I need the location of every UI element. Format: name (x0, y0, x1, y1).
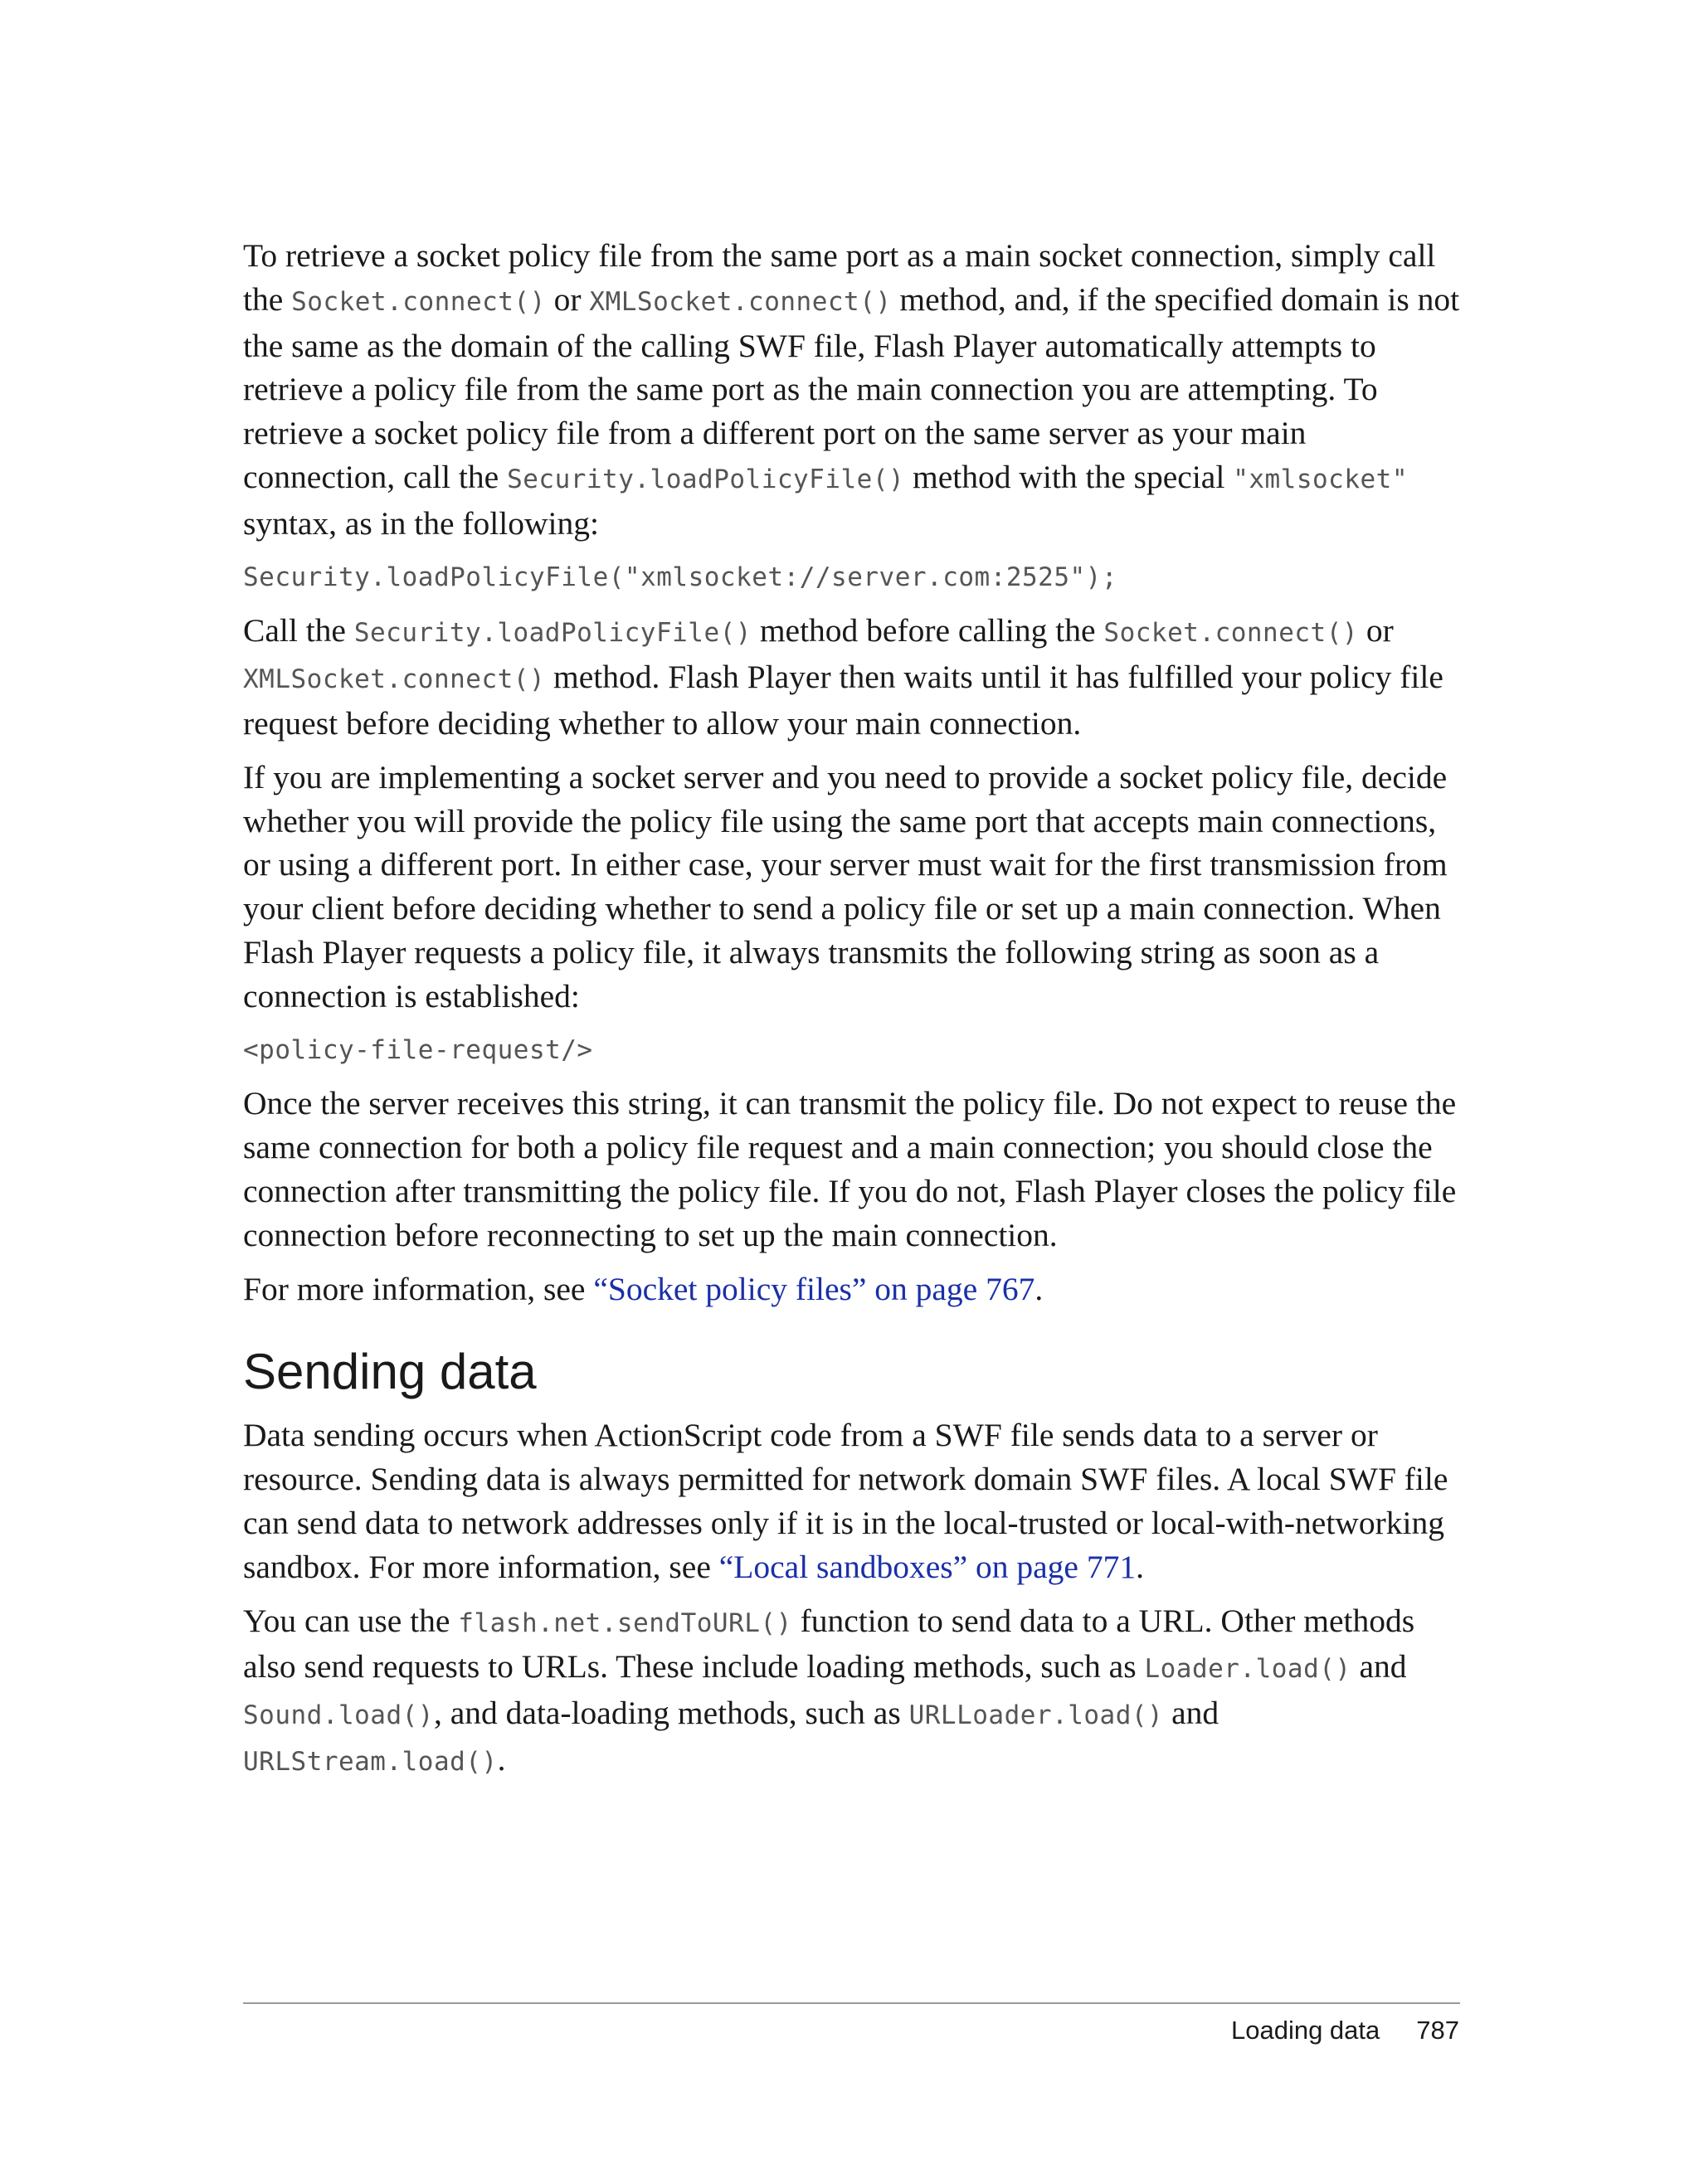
code-socket-connect: Socket.connect() (1103, 618, 1359, 649)
code-security-loadpolicyfile: Security.loadPolicyFile() (507, 464, 905, 494)
text-run: , and data-loading methods, such as (433, 1695, 909, 1732)
text-run: function to send data to a URL. Other methods also send requests to URLs. These include loading methods, such as (243, 1602, 1415, 1685)
text-run: . (1136, 1548, 1144, 1585)
link-socket-policy-files[interactable]: “Socket policy files” on page 767 (593, 1270, 1035, 1307)
code-socket-connect: Socket.connect() (291, 286, 546, 317)
footer-divider (243, 2002, 1460, 2004)
text-run: and (1163, 1695, 1219, 1732)
text-run: and (1351, 1648, 1407, 1685)
page-number: 787 (1416, 2016, 1459, 2045)
code-sendtourl: flash.net.sendToURL() (458, 1608, 792, 1638)
footer-chapter-title: Loading data (1230, 2016, 1380, 2045)
code-xmlsocket-connect: XMLSocket.connect() (243, 664, 546, 695)
text-run: or (545, 280, 590, 318)
code-xmlsocket-connect: XMLSocket.connect() (589, 286, 892, 317)
heading-sending-data: Sending data (243, 1344, 537, 1400)
page-body (243, 234, 1463, 1794)
text-run: method. Flash Player then waits until it has fulfilled your policy file request before deciding whether to allow your main connection. (243, 659, 1443, 742)
paragraph-send-to-url (243, 1599, 1463, 1784)
text-run: Call the (243, 612, 354, 649)
text-run: . (497, 1740, 506, 1778)
text-run: syntax, as in the following: (243, 504, 599, 542)
page-footer (1231, 2014, 1459, 2047)
code-security-loadpolicyfile: Security.loadPolicyFile() (353, 618, 752, 649)
text-run: You can use the (243, 1602, 459, 1639)
text-run: To retrieve a socket policy file from the same port as a main socket connection, simply call the (243, 237, 1436, 318)
paragraph-more-info (243, 1267, 1463, 1311)
paragraph-data-sending (243, 1413, 1463, 1588)
paragraph-transmit-policy: Once the server receives this string, it can transmit the policy file. Do not expect to reuse the same connection for both a policy file request and a main connection; you should close the connection after transmitting the policy file. If you do not, Flash Player closes the policy file connection before reconnecting to set up the main connection. (243, 1085, 1457, 1253)
text-run: . (1034, 1270, 1044, 1307)
code-loader-load: Loader.load() (1144, 1654, 1351, 1685)
text-run: Data sending occurs when ActionScript code from a SWF file sends data to a server or resource. Sending data is always permitted for network domain SWF files. A local SWF file can send data to network addresses only if it is in the local-trusted or local-with-networking sandbox. For more information, see (243, 1417, 1448, 1585)
paragraph-call-order (243, 609, 1463, 745)
text-run: method with the special (904, 458, 1234, 495)
text-run: method before calling the (751, 612, 1104, 649)
code-xmlsocket-string: "xmlsocket" (1233, 464, 1408, 494)
code-sample-loadpolicyfile: Security.loadPolicyFile("xmlsocket://server.com:2525"); (243, 562, 1117, 592)
paragraph-socket-server: If you are implementing a socket server and you need to provide a socket policy file, decide whether you will provide the policy file using the same port that accepts main connections, or using a different port. In either case, your server must wait for the first transmission from your client before deciding whether to send a policy file or set up a main connection. When Flash Player requests a policy file, it always transmits the following string as soon as a connection is established: (243, 758, 1448, 1014)
link-local-sandboxes[interactable]: “Local sandboxes” on page 771 (718, 1548, 1137, 1585)
code-sound-load: Sound.load() (243, 1700, 434, 1731)
code-sample-policy-request: <policy-file-request/> (243, 1034, 593, 1065)
code-urlstream-load: URLStream.load() (243, 1746, 498, 1777)
paragraph-socket-policy-port (243, 234, 1463, 546)
text-run: or (1358, 612, 1394, 649)
text-run: method, and, if the specified domain is not the same as the domain of the calling SWF file, Flash Player automatically attempts to retrieve a policy file from the same port as the main connection you are attempting. To retrieve a socket policy file from a different port on the same server as your main connection, call the (243, 280, 1460, 495)
code-urlloader-load: URLLoader.load() (908, 1700, 1164, 1731)
text-run: For more information, see (243, 1270, 594, 1307)
